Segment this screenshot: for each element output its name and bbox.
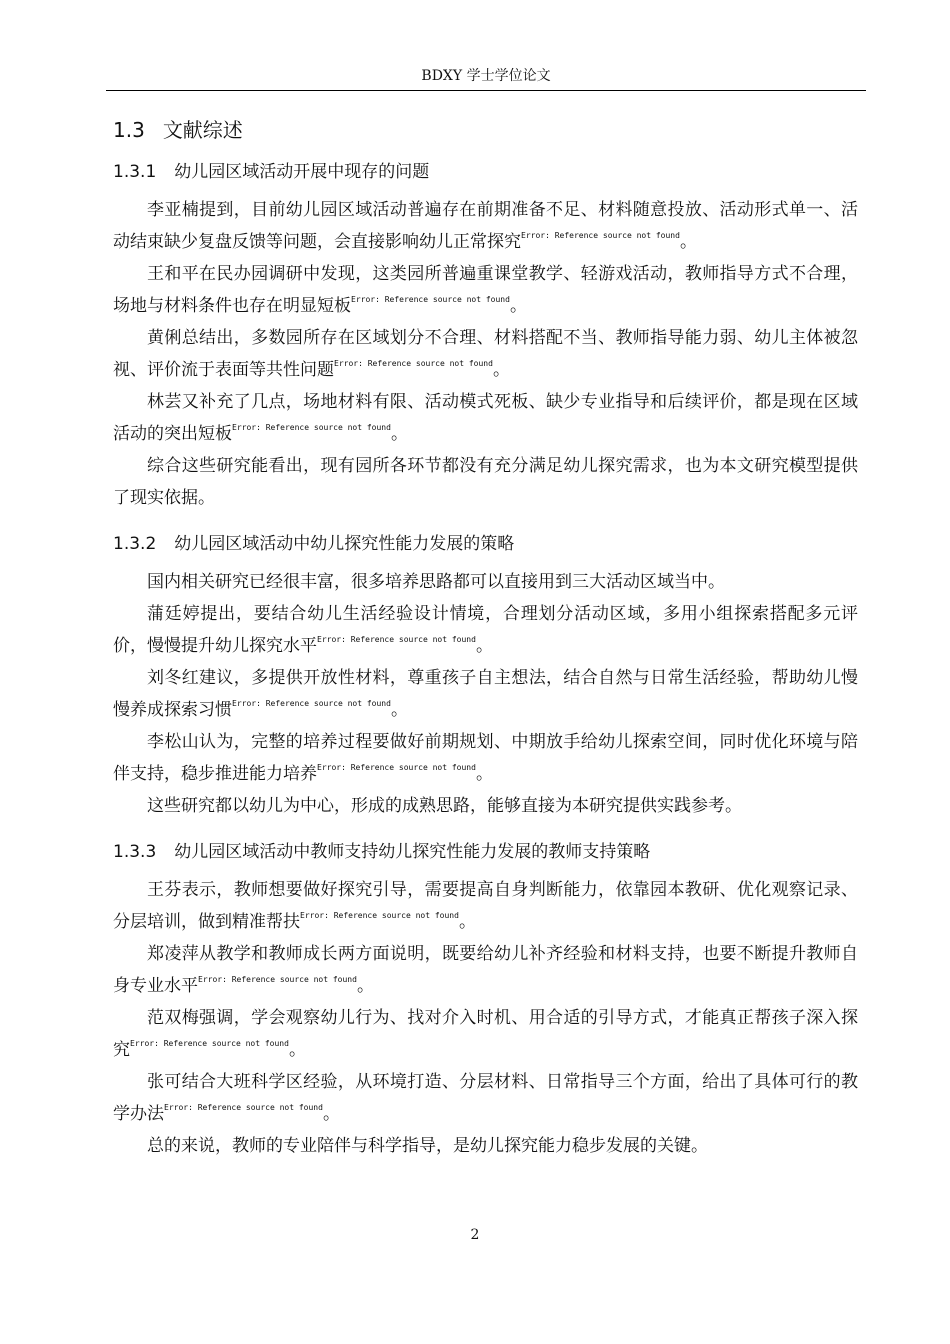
running-header: BDXY 学士学位论文 — [421, 68, 551, 84]
paragraph: 林芸又补充了几点，场地材料有限、活动模式死板、缺少专业指导和后续评价，都是现在区域活动的突出短板$^{Error: Reference source not found}$。 — [113, 392, 858, 444]
subsection-heading-2 — [113, 528, 858, 560]
section-title: 文献综述 — [162, 118, 243, 142]
citation-error: Error: Reference source not found — [300, 911, 459, 920]
subsection-number: 1.3.2 — [113, 534, 157, 554]
paragraph: 这些研究都以幼儿为中心，形成的成熟思路，能够直接为本研究提供实践参考。 — [147, 796, 742, 816]
paragraph: 李松山认为，完整的培养过程要做好前期规划、中期放手给幼儿探索空间，同时优化环境与陪伴支持，稳步推进能力培养$^{Error: Reference source not found}$。 — [113, 732, 858, 784]
subsection-number: 1.3.1 — [113, 162, 157, 182]
paragraph: 蒲廷婷提出，要结合幼儿生活经验设计情境，合理划分活动区域，多用小组探索搭配多元评价，慢慢提升幼儿探究水平$^{Error: Reference source not found}$。 — [113, 604, 858, 656]
paragraph: 郑凌萍从教学和教师成长两方面说明，既要给幼儿补齐经验和材料支持，也要不断提升教师自身专业水平$^{Error: Reference source not found}$。 — [113, 944, 858, 996]
page-content — [113, 112, 858, 1162]
citation-error: Error: Reference source not found — [521, 231, 680, 240]
page-number: 2 — [470, 1227, 480, 1243]
paragraph: 综合这些研究能看出，现有园所各环节都没有充分满足幼儿探究需求，也为本文研究模型提供了现实依据。 — [113, 456, 858, 508]
citation-error: Error: Reference source not found — [351, 295, 510, 304]
header-rule — [106, 90, 866, 91]
citation-error: Error: Reference source not found — [164, 1103, 323, 1112]
paragraph: 黄俐总结出，多数园所存在区域划分不合理、材料搭配不当、教师指导能力弱、幼儿主体被忽视、评价流于表面等共性问题$^{Error: Reference source not found}$。 — [113, 328, 858, 380]
subsection-title: 幼儿园区域活动中教师支持幼儿探究性能力发展的教师支持策略 — [174, 842, 651, 862]
subsection-title: 幼儿园区域活动开展中现存的问题 — [174, 162, 430, 182]
paragraph: 王芬表示，教师想要做好探究引导，需要提高自身判断能力，依靠园本教研、优化观察记录、分层培训，做到精准帮扶$^{Error: Reference source not found}$。 — [113, 880, 858, 932]
subsection-title: 幼儿园区域活动中幼儿探究性能力发展的策略 — [174, 534, 515, 554]
paragraph: 国内相关研究已经很丰富，很多培养思路都可以直接用到三大活动区域当中。 — [147, 572, 725, 592]
paragraph: 刘冬红建议，多提供开放性材料，尊重孩子自主想法，结合自然与日常生活经验，帮助幼儿慢慢养成探索习惯$^{Error: Reference source not found}$。 — [113, 668, 858, 720]
citation-error: Error: Reference source not found — [232, 699, 391, 708]
subsection-heading-1 — [113, 156, 858, 188]
citation-error: Error: Reference source not found — [198, 975, 357, 984]
citation-error: Error: Reference source not found — [334, 359, 493, 368]
section-number: 1.3 — [113, 118, 145, 142]
paragraph: 王和平在民办园调研中发现，这类园所普遍重课堂教学、轻游戏活动，教师指导方式不合理，场地与材料条件也存在明显短板$^{Error: Reference source not found}$。 — [113, 264, 858, 316]
subsection-heading-3 — [113, 836, 858, 868]
paragraph: 张可结合大班科学区经验，从环境打造、分层材料、日常指导三个方面，给出了具体可行的教学办法$^{Error: Reference source not found}$。 — [113, 1072, 858, 1124]
paragraph: 范双梅强调，学会观察幼儿行为、找对介入时机、用合适的引导方式，才能真正帮孩子深入探究$^{Error: Reference source not found}$。 — [113, 1008, 858, 1060]
section-heading — [113, 112, 858, 148]
subsection-number: 1.3.3 — [113, 842, 157, 862]
citation-error: Error: Reference source not found — [317, 763, 476, 772]
citation-error: Error: Reference source not found — [317, 635, 476, 644]
paragraph: 李亚楠提到，目前幼儿园区域活动普遍存在前期准备不足、材料随意投放、活动形式单一、活动结束缺少复盘反馈等问题，会直接影响幼儿正常探究$^{Error: Reference source not found}$。 — [113, 200, 858, 252]
citation-error: Error: Reference source not found — [232, 423, 391, 432]
paragraph: 总的来说，教师的专业陪伴与科学指导，是幼儿探究能力稳步发展的关键。 — [147, 1136, 708, 1156]
citation-error: Error: Reference source not found — [130, 1039, 289, 1048]
